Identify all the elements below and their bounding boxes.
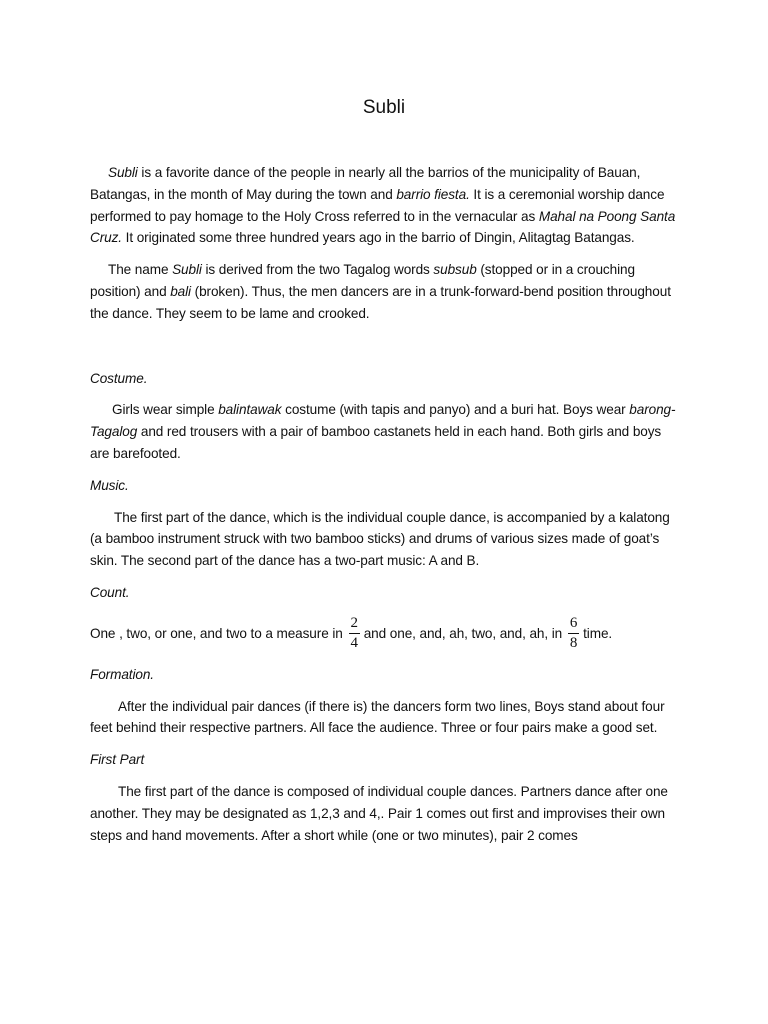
bali-term: bali bbox=[170, 283, 191, 299]
costume-text-1: Girls wear simple bbox=[112, 402, 219, 418]
name-text-3: (stopped or in a crouching position) and bbox=[90, 262, 635, 299]
count-text-2: and one, and, ah, two, and, ah, in bbox=[363, 625, 563, 641]
intro-text-2: It is a ceremonial worship dance performed to pay homage to the Holy Cross referred to in the vernacular as bbox=[90, 186, 665, 224]
intro-text-3: It originated some three hundred years ago in the barrio of Dingin, Alitagtag Batangas. bbox=[121, 230, 635, 246]
fraction-numerator: 2 bbox=[350, 615, 358, 632]
formation-heading: Formation. bbox=[90, 666, 154, 682]
barong-tagalog-term: barong-Tagalog bbox=[90, 402, 676, 440]
time-signature-six-eight bbox=[568, 615, 579, 652]
subli-term: Subli bbox=[172, 262, 202, 278]
fraction-bar bbox=[568, 633, 579, 634]
intro-paragraph bbox=[90, 162, 680, 249]
costume-heading: Costume. bbox=[90, 370, 148, 386]
time-signature-two-four bbox=[349, 615, 360, 652]
subsub-term: subsub bbox=[433, 262, 477, 278]
fraction-denominator: 4 bbox=[350, 635, 358, 652]
music-heading: Music. bbox=[90, 477, 129, 493]
intro-text-1: is a favorite dance of the people in nearly all the barrios of the municipality of Bauan, Batangas, in the month of May during the town and bbox=[90, 165, 641, 202]
name-origin-paragraph bbox=[90, 259, 680, 324]
document-body bbox=[90, 162, 680, 846]
fraction-bar bbox=[349, 633, 360, 634]
name-text-2: is derived from the two Tagalog words bbox=[201, 262, 434, 278]
formation-paragraph: After the individual pair dances (if there is) the dancers form two lines, Boys stand about four feet behind their respective partners. All face the audience. Three or four pairs make a good set. bbox=[90, 698, 665, 736]
fraction-numerator: 6 bbox=[569, 615, 578, 632]
first-part-paragraph: The first part of the dance is composed of individual couple dances. Partners dance after one another. They may be designated as 1,2,3 and 4,. Pair 1 comes out first and improvises their own steps and hand movements. After a short while (one or two minutes), pair 2 comes bbox=[90, 783, 668, 843]
balintawak-term: balintawak bbox=[218, 402, 282, 418]
count-text-3: time. bbox=[583, 625, 613, 641]
music-paragraph: The first part of the dance, which is the individual couple dance, is accompanied by a kalatong (a bamboo instrument struck with two bamboo sticks) and drums of various sizes made of goat’s skin. The second part of the dance has a two-part music: A and B. bbox=[90, 509, 670, 569]
name-text-4: (broken). Thus, the men dancers are in a trunk-forward-bend position throughout the dance. They seem to be lame and crooked. bbox=[90, 283, 671, 321]
costume-paragraph bbox=[90, 399, 680, 464]
costume-text-2: costume (with tapis and panyo) and a buri hat. Boys wear bbox=[281, 402, 630, 418]
name-text-1: The name bbox=[108, 262, 173, 278]
subli-term: Subli bbox=[108, 165, 138, 180]
first-part-heading: First Part bbox=[90, 752, 145, 768]
mahal-na-poong-term: Mahal na Poong Santa Cruz. bbox=[90, 208, 676, 246]
costume-text-3: and red trousers with a pair of bamboo castanets held in each hand. Both girls and boys are barefooted. bbox=[90, 424, 662, 461]
barrio-fiesta-term: barrio fiesta. bbox=[396, 186, 470, 202]
count-paragraph bbox=[90, 614, 680, 654]
fraction-denominator: 8 bbox=[569, 635, 578, 652]
page-title: Subli bbox=[362, 97, 406, 118]
count-text-1: One , two, or one, and two to a measure in bbox=[90, 625, 343, 641]
count-heading: Count. bbox=[90, 584, 130, 600]
